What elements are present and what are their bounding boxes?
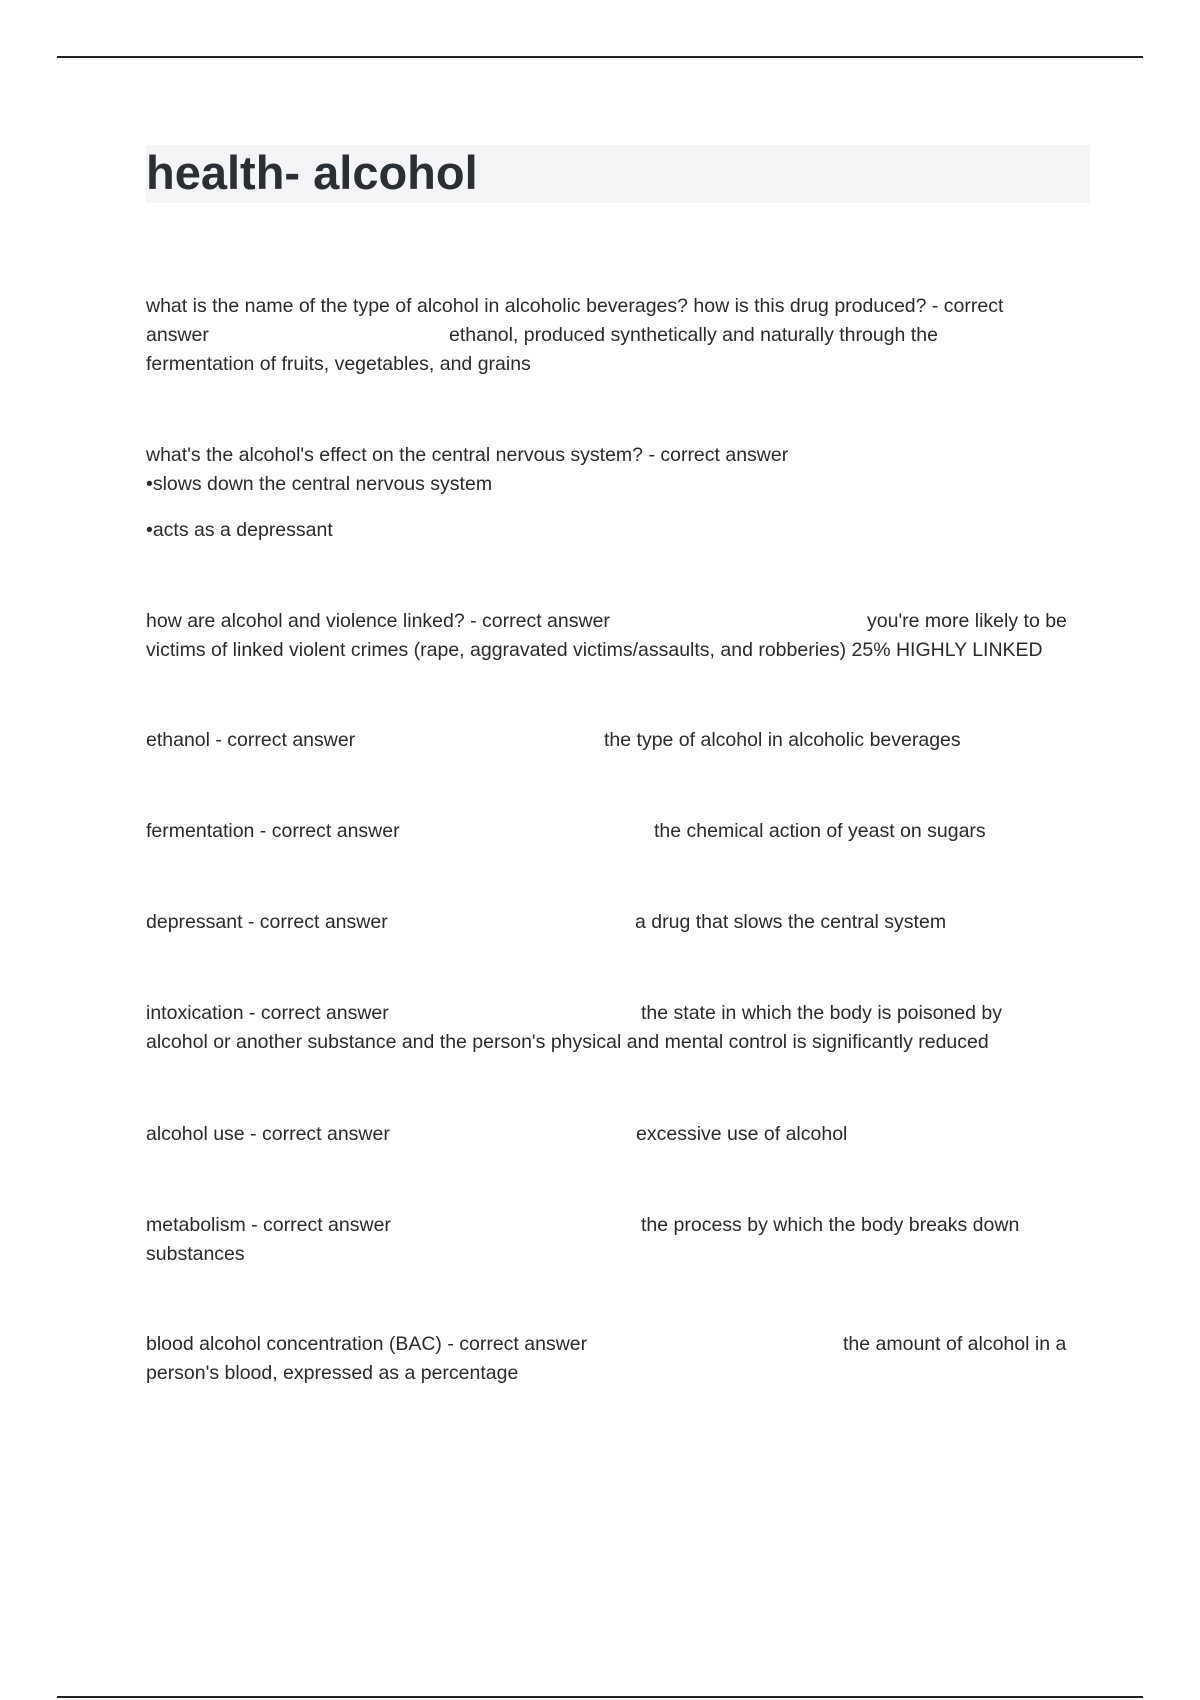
definition-text: excessive use of alcohol — [636, 1123, 848, 1145]
bullet-item: •acts as a depressant — [146, 519, 333, 541]
flashcard-alcohol-use — [146, 1120, 1090, 1149]
answer-text: victims of linked violent crimes (rape, aggravated victims/assaults, and robberies) 25% HIGHLY LINKED — [146, 639, 1043, 661]
term-text: intoxication - correct answer — [146, 1002, 389, 1024]
page-title: health- alcohol — [146, 146, 478, 199]
term-text: blood alcohol concentration (BAC) - correct answer — [146, 1333, 588, 1355]
definition-text: alcohol or another substance and the person's physical and mental control is significantly reduced — [146, 1031, 989, 1053]
definition-text: substances — [146, 1243, 245, 1265]
bottom-rule — [57, 1696, 1143, 1698]
definition-text: the type of alcohol in alcoholic beverages — [604, 729, 961, 751]
flashcard-ethanol — [146, 726, 1090, 755]
flashcard-ethanol-production — [146, 292, 1090, 379]
question-text: answer — [146, 324, 209, 346]
question-text: what's the alcohol's effect on the central nervous system? - correct answer — [146, 444, 789, 466]
flashcard-metabolism — [146, 1211, 1090, 1269]
definition-text: the chemical action of yeast on sugars — [654, 820, 986, 842]
answer-text: fermentation of fruits, vegetables, and grains — [146, 353, 531, 375]
definition-text: person's blood, expressed as a percentage — [146, 1362, 519, 1384]
definition-text: a drug that slows the central system — [635, 911, 947, 933]
top-rule — [57, 56, 1143, 58]
term-text: metabolism - correct answer — [146, 1214, 391, 1236]
flashcard-intoxication — [146, 999, 1090, 1057]
flashcard-fermentation — [146, 817, 1090, 846]
question-text: how are alcohol and violence linked? - correct answer — [146, 610, 610, 632]
definition-text: the state in which the body is poisoned by — [641, 1002, 1002, 1024]
flashcard-violence-link — [146, 607, 1090, 665]
term-text: alcohol use - correct answer — [146, 1123, 390, 1145]
flashcard-depressant — [146, 908, 1090, 937]
bullet-item: •slows down the central nervous system — [146, 473, 493, 495]
definition-text: the amount of alcohol in a — [843, 1333, 1067, 1355]
question-text: what is the name of the type of alcohol in alcoholic beverages? how is this drug produced? - correct — [146, 295, 1004, 317]
term-text: depressant - correct answer — [146, 911, 388, 933]
flashcard-bac — [146, 1330, 1090, 1388]
term-text: ethanol - correct answer — [146, 729, 356, 751]
definition-text: the process by which the body breaks down — [641, 1214, 1020, 1236]
answer-text: you're more likely to be — [867, 610, 1067, 632]
term-text: fermentation - correct answer — [146, 820, 400, 842]
flashcard-cns-effect — [146, 441, 1090, 545]
answer-text: ethanol, produced synthetically and naturally through the — [449, 324, 938, 346]
